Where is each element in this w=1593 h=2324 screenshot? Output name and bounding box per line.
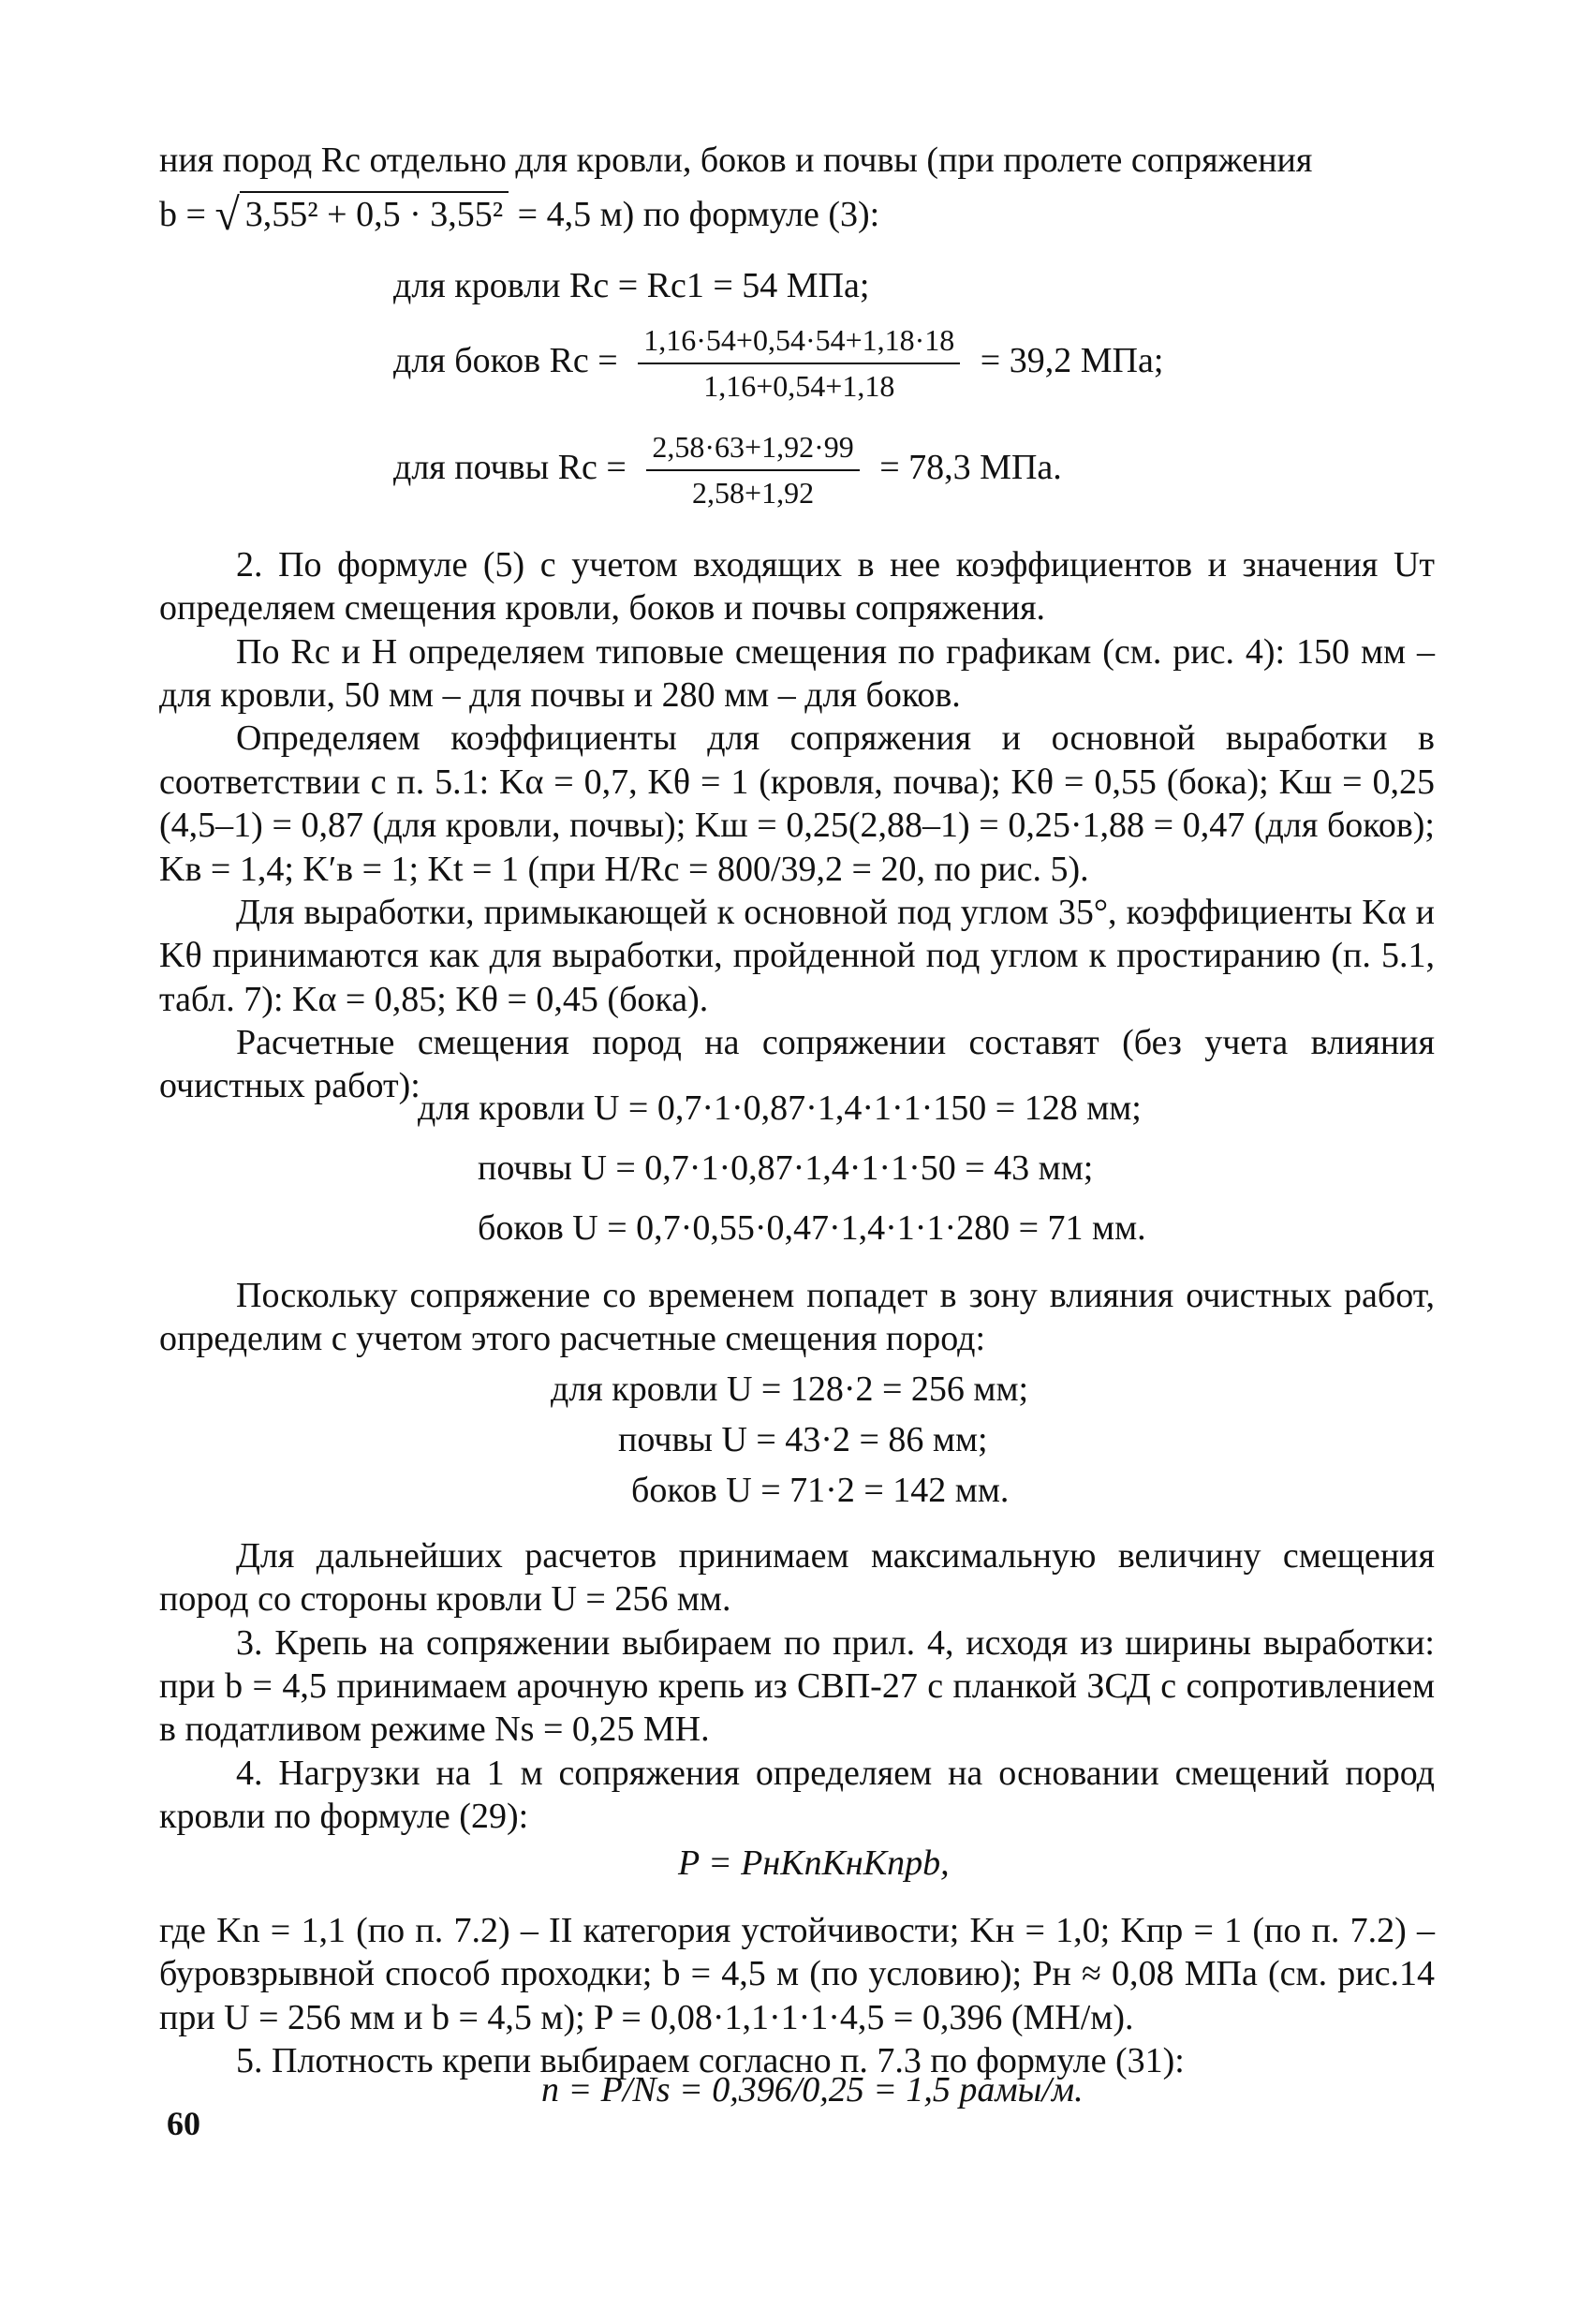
page-number: 60	[167, 2105, 200, 2142]
intro-line-1: ния пород Rс отдельно для кровли, боков и почвы (при пролете сопряжения	[159, 141, 1313, 180]
sqrt-icon: √	[214, 190, 240, 240]
cleaning-floor: почвы U = 43·2 = 86 мм;	[618, 1420, 988, 1459]
cleaning-paragraph-block	[159, 1274, 1435, 1361]
typical-displacements-paragraph: По Rс и H определяем типовые смещения по графикам (см. рис. 4): 150 мм – для кровли, 50 мм – для почвы и 280 мм – для боков.	[159, 631, 1435, 716]
load-formula: P = PнKnKнKпрb,	[678, 1843, 950, 1883]
rc-sides-result: = 39,2 МПа;	[980, 340, 1164, 380]
span-formula-radicand: 3,55² + 0,5 · 3,55²	[240, 191, 509, 236]
angle-coefficients-paragraph: Для выработки, примыкающей к основной под углом 35°, коэффициенты Kα и Kθ принимаются как для выработки, пройденной под углом к простиранию (п. 5.1, табл. 7): Kα = 0,85; Kθ = 0,45 (бока).	[159, 892, 1435, 1019]
rc-floor-denominator: 2,58+1,92	[692, 476, 815, 511]
rc-sides-label: для боков Rс =	[393, 340, 618, 380]
cleaning-sides: боков U = 71·2 = 142 мм.	[631, 1471, 1010, 1510]
further-block	[159, 1534, 1435, 1839]
displacement-floor: почвы U = 0,7·1·0,87·1,4·1·1·50 = 43 мм;	[478, 1148, 1094, 1188]
span-formula-lhs: b =	[159, 195, 206, 234]
rc-sides-fraction	[638, 322, 960, 405]
rc-sides-numerator: 1,16·54+0,54·54+1,18·18	[638, 322, 960, 364]
load-where-paragraph: где Kn = 1,1 (по п. 7.2) – II категория устойчивости; Kн = 1,0; Kпр = 1 (по п. 7.2) – буровзрывной способ проходки; b = 4,5 м (по условию); Pн ≈ 0,08 МПа (см. рис.14 при U = 256 мм и b = 4,5 м); P = 0,08·1,1·1·1·4,5 = 0,396 (МН/м).	[159, 1911, 1435, 2037]
design-displacements-intro: Расчетные смещения пород на сопряжении составят (без учета влияния очистных работ):	[159, 1022, 1435, 1106]
item3-paragraph: 3. Крепь на сопряжении выбираем по прил. 4, исходя из ширины выработки: при b = 4,5 принимаем арочную крепь из СВП-27 с планкой ЗСД с сопротивлением в податливом режиме Ns = 0,25 МН.	[159, 1622, 1435, 1750]
cleaning-roof: для кровли U = 128·2 = 256 мм;	[551, 1369, 1029, 1409]
rc-floor-fraction	[646, 429, 859, 511]
coefficients-paragraph: Определяем коэффициенты для сопряжения и основной выработки в соответствии с п. 5.1: Kα = 0,7, Kθ = 1 (кровля, почва); Kθ = 0,55 (бока); Kш = 0,25 (4,5–1) = 0,87 (для кровли, почвы); Kш = 0,25(2,88–1) = 0,25·1,88 = 0,47 (для боков); Kв = 1,4; K′в = 1; Kt = 1 (при H/Rс = 800/39,2 = 20, по рис. 5).	[159, 718, 1435, 889]
cleaning-paragraph: Поскольку сопряжение со временем попадет в зону влияния очистных работ, определим с учетом этого расчетные смещения пород:	[159, 1276, 1435, 1359]
item2-paragraph: 2. По формуле (5) с учетом входящих в нее коэффициентов и значения Uт определяем смещения кровли, боков и почвы сопряжения.	[159, 545, 1435, 629]
rc-floor-label: для почвы Rс =	[393, 447, 627, 487]
load-where-block	[159, 1909, 1435, 2082]
span-formula	[159, 191, 879, 238]
item2-block	[159, 543, 1435, 1108]
rc-floor-formula	[393, 429, 1062, 511]
span-formula-rest: = 4,5 м) по формуле (3):	[517, 195, 880, 234]
max-displacement-paragraph: Для дальнейших расчетов принимаем максимальную величину смещения пород со стороны кровли U = 256 мм.	[159, 1536, 1435, 1620]
rc-floor-numerator: 2,58·63+1,92·99	[646, 429, 859, 471]
rc-roof: для кровли Rс = Rс1 = 54 МПа;	[393, 266, 870, 305]
rc-sides-formula	[393, 322, 1163, 405]
item4-paragraph: 4. Нагрузки на 1 м сопряжения определяем на основании смещений пород кровли по формуле (29):	[159, 1753, 1435, 1837]
density-formula: n = P/Ns = 0,396/0,25 = 1,5 рамы/м.	[541, 2070, 1084, 2109]
displacement-roof: для кровли U = 0,7·1·0,87·1,4·1·1·150 = 128 мм;	[418, 1088, 1142, 1128]
rc-floor-result: = 78,3 МПа.	[879, 447, 1062, 487]
rc-sides-denominator: 1,16+0,54+1,18	[703, 369, 895, 404]
item5-paragraph: 5. Плотность крепи выбираем согласно п. 7.3 по формуле (31):	[236, 2041, 1185, 2081]
displacement-sides: боков U = 0,7·0,55·0,47·1,4·1·1·280 = 71 мм.	[478, 1208, 1146, 1248]
